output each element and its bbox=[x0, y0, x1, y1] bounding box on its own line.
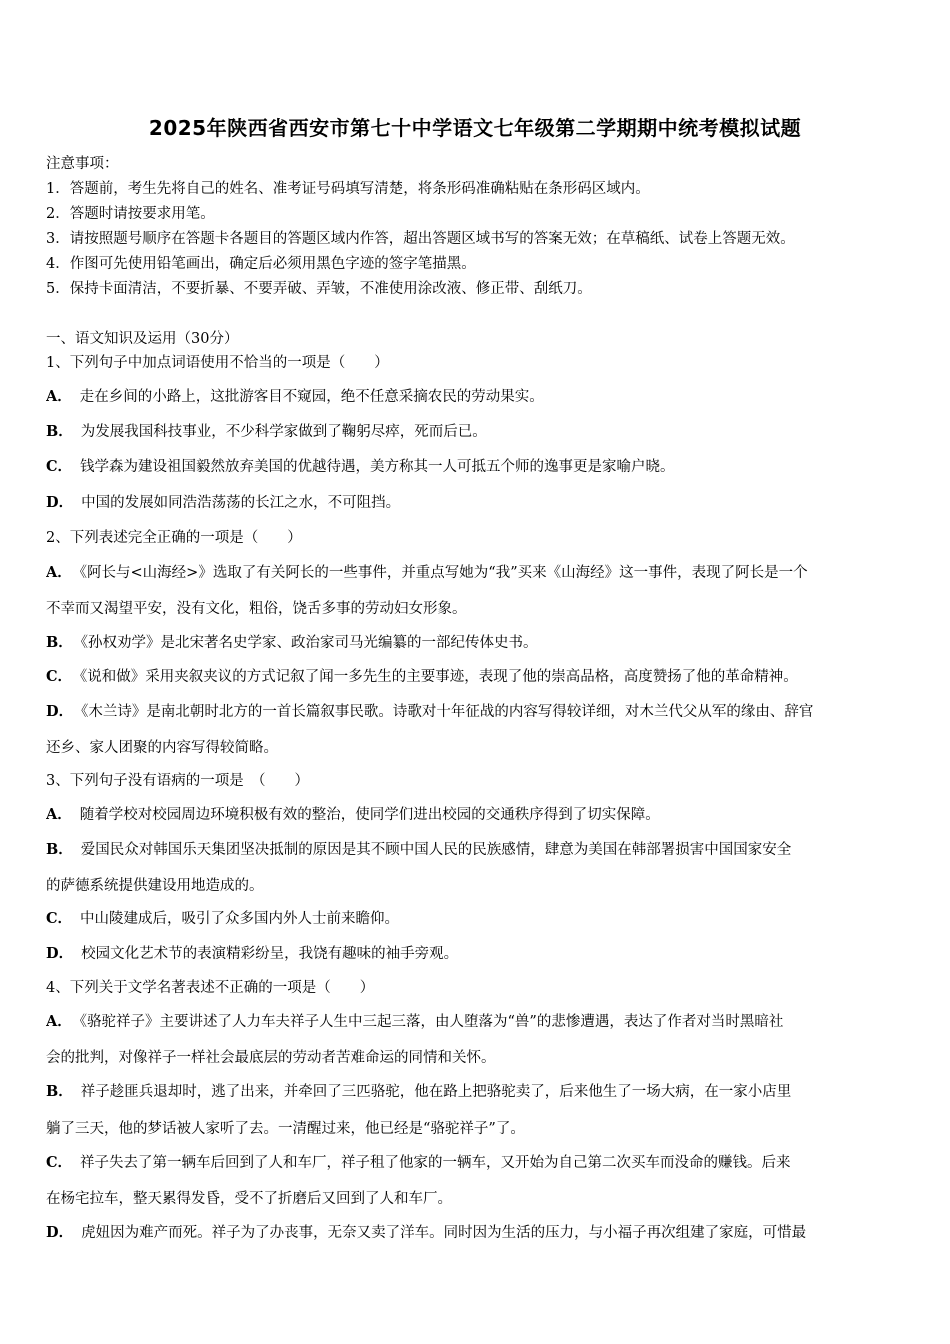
question-2-option-d bbox=[46, 700, 908, 721]
option-text: 中山陵建成后，吸引了众多国内外人士前来瞻仰。 bbox=[80, 911, 400, 927]
option-text: 《孙权劝学》是北宋著名史学家、政治家司马光编纂的一部纪传体史书。 bbox=[80, 635, 538, 651]
question-4-option-d bbox=[46, 1221, 908, 1242]
option-label: B． bbox=[46, 1083, 73, 1100]
question-2-option-d-continued: 还乡、家人团聚的内容写得较简略。 bbox=[46, 740, 278, 756]
question-4-option-c-continued: 在杨宅拉车，整天累得发昏，受不了折磨后又回到了人和车厂。 bbox=[46, 1191, 452, 1207]
notice-item-3: 3．请按照题号顺序在答题卡各题目的答题区域内作答，超出答题区域书写的答案无效；在草稿纸、试卷上答题无效。 bbox=[46, 231, 795, 247]
option-text: 中国的发展如同浩浩荡荡的长江之水，不可阻挡。 bbox=[81, 495, 401, 511]
question-3-option-b bbox=[46, 838, 908, 859]
option-text: 随着学校对校园周边环境积极有效的整治，使同学们进出校园的交通秩序得到了切实保障。 bbox=[79, 807, 660, 823]
option-label: C． bbox=[46, 458, 73, 475]
option-text: 祥子趁匪兵退却时，逃了出来，并牵回了三匹骆驼，他在路上把骆驼卖了，后来他生了一场大病，在一家小店里 bbox=[80, 1084, 792, 1100]
option-text: 《骆驼祥子》主要讲述了人力车夫祥子人生中三起三落，由人堕落为“兽”的悲惨遭遇，表达了作者对当时黑暗社 bbox=[79, 1014, 784, 1030]
question-4-stem: 4、下列关于文学名著表述不正确的一项是（ ） bbox=[46, 980, 375, 996]
question-1-option-d bbox=[46, 491, 908, 512]
question-1-option-c bbox=[46, 455, 908, 476]
page-title: 2025年陕西省西安市第七十中学语文七年级第二学期期中统考模拟试题 bbox=[148, 116, 802, 140]
option-text: 为发展我国科技事业，不少科学家做到了鞠躬尽瘁，死而后已。 bbox=[80, 424, 487, 440]
question-2-option-a-continued: 不幸而又渴望平安，没有文化，粗俗，饶舌多事的劳动妇女形象。 bbox=[46, 601, 467, 617]
option-label: D． bbox=[46, 494, 74, 511]
option-label: A． bbox=[46, 388, 72, 405]
option-label: B． bbox=[46, 423, 73, 440]
section-heading: 一、语文知识及运用（30分） bbox=[46, 331, 239, 347]
option-text: 走在乡间的小路上，这批游客目不窥园，绝不任意采摘农民的劳动果实。 bbox=[79, 389, 544, 405]
option-text: 虎妞因为难产而死。祥子为了办丧事，无奈又卖了洋车。同时因为生活的压力，与小福子再次组建了家庭，可惜最 bbox=[81, 1225, 807, 1241]
question-2-option-a bbox=[46, 561, 908, 582]
question-3-stem: 3、下列句子没有语病的一项是 （ ） bbox=[46, 773, 309, 789]
question-3-option-c bbox=[46, 907, 908, 928]
option-label: B． bbox=[46, 634, 73, 651]
option-label: D． bbox=[46, 1224, 74, 1241]
option-text: 《说和做》采用夹叙夹议的方式记叙了闻一多先生的主要事迹，表现了他的崇高品格，高度赞扬了他的革命精神。 bbox=[80, 669, 798, 685]
notice-item-2: 2．答题时请按要求用笔。 bbox=[46, 206, 215, 222]
option-label: D． bbox=[46, 703, 74, 720]
option-label: A． bbox=[46, 564, 72, 581]
question-3-option-b-continued: 的萨德系统提供建设用地造成的。 bbox=[46, 878, 264, 894]
option-label: B． bbox=[46, 841, 73, 858]
question-1-option-b bbox=[46, 420, 908, 441]
option-text: 钱学森为建设祖国毅然放弃美国的优越待遇，美方称其一人可抵五个师的逸事更是家喻户晓。 bbox=[80, 459, 675, 475]
option-label: C． bbox=[46, 1154, 73, 1171]
question-4-option-b bbox=[46, 1080, 908, 1101]
notice-item-1: 1．答题前，考生先将自己的姓名、准考证号码填写清楚，将条形码准确粘贴在条形码区域内。 bbox=[46, 181, 650, 197]
option-label: A． bbox=[46, 806, 72, 823]
question-2-option-b bbox=[46, 631, 908, 652]
question-2-stem: 2、下列表述完全正确的一项是（ ） bbox=[46, 530, 302, 546]
question-3-option-a bbox=[46, 803, 908, 824]
question-4-option-b-continued: 躺了三天，他的梦话被人家听了去。一清醒过来，他已经是“骆驼祥子”了。 bbox=[46, 1121, 525, 1137]
option-text: 祥子失去了第一辆车后回到了人和车厂，祥子租了他家的一辆车，又开始为自己第二次买车而没命的赚钱。后来 bbox=[80, 1155, 791, 1171]
option-label: D． bbox=[46, 945, 74, 962]
notice-heading: 注意事项： bbox=[46, 156, 119, 172]
question-4-option-c bbox=[46, 1151, 908, 1172]
option-label: C． bbox=[46, 668, 73, 685]
notice-item-4: 4．作图可先使用铅笔画出，确定后必须用黑色字迹的签字笔描黑。 bbox=[46, 256, 476, 272]
question-4-option-a bbox=[46, 1010, 908, 1031]
option-text: 校园文化艺术节的表演精彩纷呈，我饶有趣味的袖手旁观。 bbox=[81, 946, 459, 962]
question-1-option-a bbox=[46, 385, 908, 406]
question-4-option-a-continued: 会的批判，对像祥子一样社会最底层的劳动者苦难命运的同情和关怀。 bbox=[46, 1050, 496, 1066]
option-text: 爱国民众对韩国乐天集团坚决抵制的原因是其不顾中国人民的民族感情，肆意为美国在韩部署损害中国国家安全 bbox=[80, 842, 792, 858]
notice-item-5: 5．保持卡面清洁，不要折暴、不要弄破、弄皱，不准使用涂改液、修正带、刮纸刀。 bbox=[46, 281, 592, 297]
option-label: C． bbox=[46, 910, 73, 927]
option-label: A． bbox=[46, 1013, 72, 1030]
question-2-option-c bbox=[46, 665, 908, 686]
question-3-option-d bbox=[46, 942, 908, 963]
option-text: 《阿长与<山海经>》选取了有关阿长的一些事件，并重点写她为“我”买来《山海经》这一事件，表现了阿长是一个 bbox=[79, 565, 808, 581]
option-text: 《木兰诗》是南北朝时北方的一首长篇叙事民歌。诗歌对十年征战的内容写得较详细，对木兰代父从军的缘由、辞官 bbox=[81, 704, 814, 720]
question-1-stem: 1、下列句子中加点词语使用不恰当的一项是（ ） bbox=[46, 355, 389, 371]
